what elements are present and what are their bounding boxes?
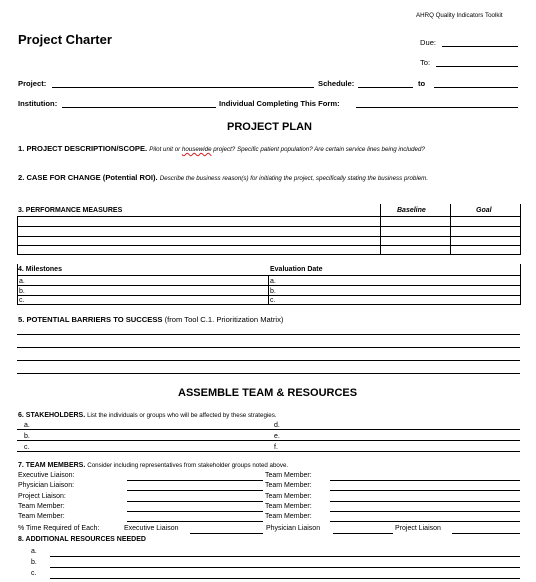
- barriers-line-4[interactable]: [17, 373, 520, 374]
- section-8-title: 8. ADDITIONAL RESOURCES NEEDED: [18, 536, 146, 543]
- eval-label-b: b.: [270, 288, 276, 295]
- team-member-label-5: Team Member:: [265, 513, 312, 520]
- executive-liaison-field[interactable]: [127, 480, 263, 481]
- section-2-desc: Describe the business reason(s) for initiating the project, specifically stating the business problem.: [159, 175, 429, 182]
- evaluation-date-header: Evaluation Date: [270, 266, 323, 273]
- milestone-row-line: [17, 304, 521, 305]
- section-5-title: 5. POTENTIAL BARRIERS TO SUCCESS: [18, 315, 163, 324]
- role-executive-liaison: Executive Liaison:: [18, 472, 75, 479]
- resource-label-c: c.: [31, 570, 37, 577]
- barriers-line-1[interactable]: [17, 334, 520, 335]
- measures-table-col-line: [450, 204, 451, 254]
- section-7-desc: Consider including representatives from stakeholder groups noted above.: [87, 462, 289, 469]
- resource-label-a: a.: [31, 548, 37, 555]
- team-member-field-2[interactable]: [330, 490, 520, 491]
- schedule-end-field[interactable]: [434, 87, 518, 88]
- measures-table-row-line: [17, 245, 521, 246]
- stakeholder-label-a: a.: [24, 422, 30, 429]
- goal-header: Goal: [476, 207, 492, 214]
- due-field[interactable]: [442, 46, 518, 47]
- team-member-field-b[interactable]: [127, 521, 263, 522]
- section-6-row: [18, 412, 277, 419]
- time-required-label: % Time Required of Each:: [18, 525, 100, 532]
- role-physician-liaison: Physician Liaison:: [18, 482, 75, 489]
- stakeholder-line-2[interactable]: [17, 440, 520, 441]
- team-member-label-4: Team Member:: [265, 503, 312, 510]
- milestone-label-a: a.: [19, 278, 25, 285]
- institution-label: Institution:: [18, 99, 58, 108]
- project-plan-heading: PROJECT PLAN: [227, 121, 312, 133]
- time-project-liaison-field[interactable]: [452, 533, 520, 534]
- physician-liaison-field[interactable]: [127, 490, 263, 491]
- eval-label-c: c.: [270, 297, 276, 304]
- team-member-field-1[interactable]: [330, 480, 520, 481]
- resource-line-3[interactable]: [50, 578, 520, 579]
- schedule-to-label: to: [418, 79, 426, 88]
- role-project-liaison: Project Liaison:: [18, 493, 66, 500]
- stakeholder-label-c: c.: [24, 444, 30, 451]
- section-1-row: [18, 145, 425, 153]
- time-physician-liaison-field[interactable]: [333, 533, 393, 534]
- baseline-header: Baseline: [397, 207, 426, 214]
- section-2-title: 2. CASE FOR CHANGE (Potential ROI).: [18, 173, 158, 182]
- page-title: Project Charter: [18, 32, 112, 47]
- time-physician-liaison-label: Physician Liaison: [266, 525, 321, 532]
- section-5-row: [18, 316, 283, 324]
- team-member-field-a[interactable]: [127, 511, 263, 512]
- time-executive-liaison-label: Executive Liaison: [124, 525, 179, 532]
- stakeholder-label-d: d.: [274, 422, 280, 429]
- project-label: Project:: [18, 79, 47, 88]
- section-5-desc: (from Tool C.1. Prioritization Matrix): [164, 315, 284, 324]
- measures-table-row-line: [17, 236, 521, 237]
- team-member-label-3: Team Member:: [265, 493, 312, 500]
- eval-label-a: a.: [270, 278, 276, 285]
- toolkit-label: AHRQ Quality Indicators Toolkit: [416, 12, 503, 19]
- milestone-row-line: [17, 285, 521, 286]
- milestone-label-b: b.: [19, 288, 25, 295]
- completing-label: Individual Completing This Form:: [219, 99, 340, 108]
- measures-table-row-line: [17, 226, 521, 227]
- section-6-desc: List the individuals or groups who will be affected by these strategies.: [87, 412, 277, 419]
- barriers-line-2[interactable]: [17, 347, 520, 348]
- time-project-liaison-label: Project Liaison: [395, 525, 441, 532]
- institution-field[interactable]: [62, 107, 216, 108]
- section-4-title: 4. Milestones: [18, 266, 62, 273]
- milestone-col-line: [520, 264, 521, 304]
- team-member-field-3[interactable]: [330, 501, 520, 502]
- barriers-line-3[interactable]: [17, 360, 520, 361]
- role-team-member-b: Team Member:: [18, 513, 65, 520]
- team-member-label-2: Team Member:: [265, 482, 312, 489]
- role-team-member-a: Team Member:: [18, 503, 65, 510]
- team-member-field-4[interactable]: [330, 511, 520, 512]
- section-2-row: [18, 174, 428, 182]
- milestone-row-line: [17, 275, 521, 276]
- stakeholder-label-f: f.: [274, 444, 278, 451]
- measures-table-row-line: [17, 254, 521, 255]
- assemble-team-heading: ASSEMBLE TEAM & RESOURCES: [178, 387, 358, 399]
- measures-table-col-line: [520, 204, 521, 254]
- measures-table-col-line: [380, 204, 381, 254]
- to-label: To:: [420, 58, 431, 67]
- schedule-start-field[interactable]: [358, 87, 413, 88]
- to-field[interactable]: [436, 66, 518, 67]
- resource-line-1[interactable]: [50, 556, 520, 557]
- stakeholder-line-1[interactable]: [17, 429, 520, 430]
- measures-table-col-line: [17, 216, 18, 254]
- section-1-desc-squiggle: housewide: [181, 146, 212, 153]
- section-6-title: 6. STAKEHOLDERS.: [18, 412, 86, 419]
- team-member-label-1: Team Member:: [265, 472, 312, 479]
- milestone-row-line: [17, 295, 521, 296]
- milestone-col-line: [268, 275, 269, 304]
- section-7-title: 7. TEAM MEMBERS.: [18, 462, 86, 469]
- time-executive-liaison-field[interactable]: [190, 533, 263, 534]
- measures-table-row-line: [17, 216, 521, 217]
- stakeholder-label-e: e.: [274, 433, 280, 440]
- stakeholder-label-b: b.: [24, 433, 30, 440]
- completing-field[interactable]: [356, 107, 518, 108]
- milestone-label-c: c.: [19, 297, 25, 304]
- team-member-field-5[interactable]: [330, 521, 520, 522]
- section-7-row: [18, 462, 288, 469]
- schedule-label: Schedule:: [318, 79, 355, 88]
- resource-line-2[interactable]: [50, 567, 520, 568]
- section-3-title: 3. PERFORMANCE MEASURES: [18, 207, 123, 214]
- resource-label-b: b.: [31, 559, 37, 566]
- section-1-desc-a: Pilot unit or: [149, 146, 182, 153]
- stakeholder-line-3[interactable]: [17, 451, 520, 452]
- milestone-col-line: [17, 264, 18, 304]
- due-label: Due:: [420, 38, 437, 47]
- section-1-desc-b: project? Specific patient population? Are certain service lines being included?: [211, 146, 425, 153]
- project-liaison-field[interactable]: [127, 501, 263, 502]
- project-field[interactable]: [52, 87, 314, 88]
- section-1-title: 1. PROJECT DESCRIPTION/SCOPE.: [18, 144, 148, 153]
